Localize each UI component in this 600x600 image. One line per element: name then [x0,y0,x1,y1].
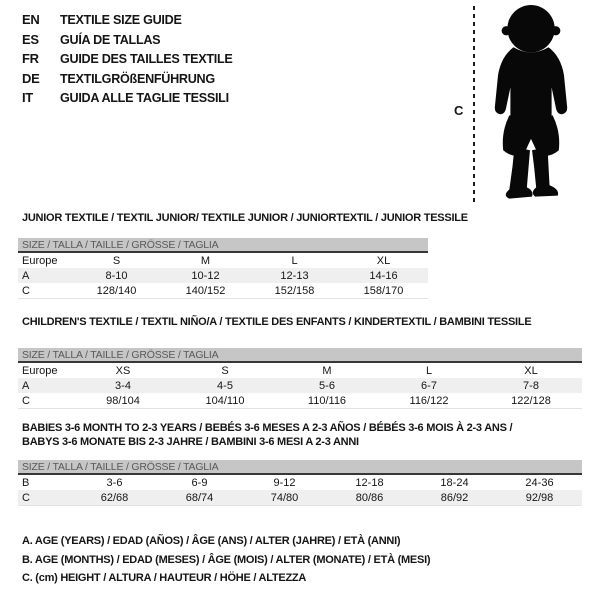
table-cell: 10-12 [191,269,220,282]
row-label: C [22,284,30,297]
section-title-line: BABIES 3-6 MONTH TO 2-3 YEARS / BEBÉS 3-6 MESES A 2-3 AÑOS / BÉBÉS 3-6 MOIS À 2-3 ANS / [22,422,513,434]
height-measure-dashed-line [473,6,475,206]
footnote-age-months: B. AGE (MONTHS) / EDAD (MESES) / ÂGE (MOIS) / ALTER (MONATE) / ETÀ (MESI) [22,553,431,566]
row-label: C [22,491,30,504]
table-cell: 116/122 [409,394,449,407]
language-code: EN [22,12,40,28]
language-guide-title: GUIDE DES TAILLES TEXTILE [60,51,233,67]
size-header-bar: SIZE / TALLA / TAILLE / GRÖSSE / TAGLIA [18,460,582,475]
language-row [22,10,238,30]
column-header-size: XL [524,364,538,377]
table-cell: 3-4 [115,379,131,392]
size-table-children [18,348,582,409]
table-cell: 62/68 [100,491,129,504]
table-row [18,283,428,298]
table-cell: 92/98 [525,491,554,504]
measure-label-c: C [454,103,464,118]
language-code: DE [22,70,40,86]
size-table-body [18,475,582,505]
table-bottom-border [18,505,582,506]
table-cell: 6-9 [191,476,208,489]
row-label: A [22,269,30,282]
table-row [18,393,582,408]
section-title-babies [22,422,512,449]
table-cell: 74/80 [270,491,299,504]
language-guide-list [22,10,238,108]
table-cell: 110/116 [307,394,347,407]
table-cell: 24-36 [525,476,554,489]
language-code: ES [22,31,39,47]
language-guide-title: TEXTILE SIZE GUIDE [60,12,182,28]
footnote-height-cm: C. (cm) HEIGHT / ALTURA / HAUTEUR / HÖHE / ALTEZZA [22,572,307,584]
table-cell: 158/170 [363,284,404,297]
table-cell: 8-10 [105,269,128,282]
table-cell: 140/152 [185,284,226,297]
size-header-bar: SIZE / TALLA / TAILLE / GRÖSSE / TAGLIA [18,238,428,253]
language-guide-title: GUIDA ALLE TAGLIE TESSILI [60,90,229,106]
table-cell: 7-8 [523,379,539,392]
table-cell: 68/74 [185,491,214,504]
column-header-region: Europe [22,254,58,267]
row-label: A [22,379,30,392]
section-title-line: BABYS 3-6 MONATE BIS 2-3 JAHRE / BAMBINI 3-6 MESI A 2-3 ANNI [22,435,359,448]
table-row [18,475,582,490]
toddler-silhouette-icon [483,4,579,210]
table-column-header-row [18,363,582,378]
size-header-bar: SIZE / TALLA / TAILLE / GRÖSSE / TAGLIA [18,348,582,363]
column-header-region: Europe [22,364,58,377]
footnote-age-years: A. AGE (YEARS) / EDAD (AÑOS) / ÂGE (ANS) / ALTER (JAHRE) / ETÀ (ANNI) [22,535,401,547]
table-cell: 3-6 [106,476,123,489]
table-column-header-row [18,253,428,268]
table-cell: 128/140 [96,284,137,297]
table-cell: 6-7 [421,379,437,392]
column-header-size: L [425,364,433,377]
size-table-body [18,253,428,298]
row-label: C [22,394,30,407]
column-header-size: XL [376,254,391,267]
table-bottom-border [18,298,428,299]
column-header-size: XS [115,364,131,377]
table-row [18,378,582,393]
column-header-size: S [112,254,121,267]
table-cell: 12-18 [355,476,384,489]
size-table-junior [18,238,428,299]
table-cell: 122/128 [511,394,551,407]
language-code: IT [22,90,33,106]
table-cell: 4-5 [217,379,233,392]
language-guide-title: GUÍA DE TALLAS [60,31,161,47]
table-cell: 14-16 [369,269,398,282]
table-row [18,268,428,283]
table-cell: 12-13 [280,269,309,282]
column-header-size: M [200,254,211,267]
table-cell: 80/86 [355,491,384,504]
section-title-junior: JUNIOR TEXTILE / TEXTIL JUNIOR/ TEXTILE JUNIOR / JUNIORTEXTIL / JUNIOR TESSILE [22,212,468,224]
table-cell: 5-6 [319,379,335,392]
table-cell: 152/158 [274,284,315,297]
language-row [22,30,238,50]
language-row [22,49,238,69]
language-guide-title: TEXTILGRÖßENFÜHRUNG [60,70,215,86]
table-cell: 98/104 [106,394,140,407]
language-row [22,69,238,89]
row-label: B [22,476,30,489]
table-cell: 9-12 [273,476,296,489]
column-header-size: S [221,364,229,377]
column-header-size: L [291,254,298,267]
language-code: FR [22,51,39,67]
table-bottom-border [18,408,582,409]
table-cell: 86/92 [440,491,469,504]
table-cell: 104/110 [205,394,245,407]
table-cell: 18-24 [440,476,469,489]
table-row [18,490,582,505]
footnotes [22,532,430,588]
section-title-children: CHILDREN'S TEXTILE / TEXTIL NIÑO/A / TEXTILE DES ENFANTS / KINDERTEXTIL / BAMBINI TESSILE [22,316,532,328]
size-table-body [18,363,582,408]
column-header-size: M [322,364,332,377]
size-table-babies [18,460,582,506]
language-row [22,88,238,108]
